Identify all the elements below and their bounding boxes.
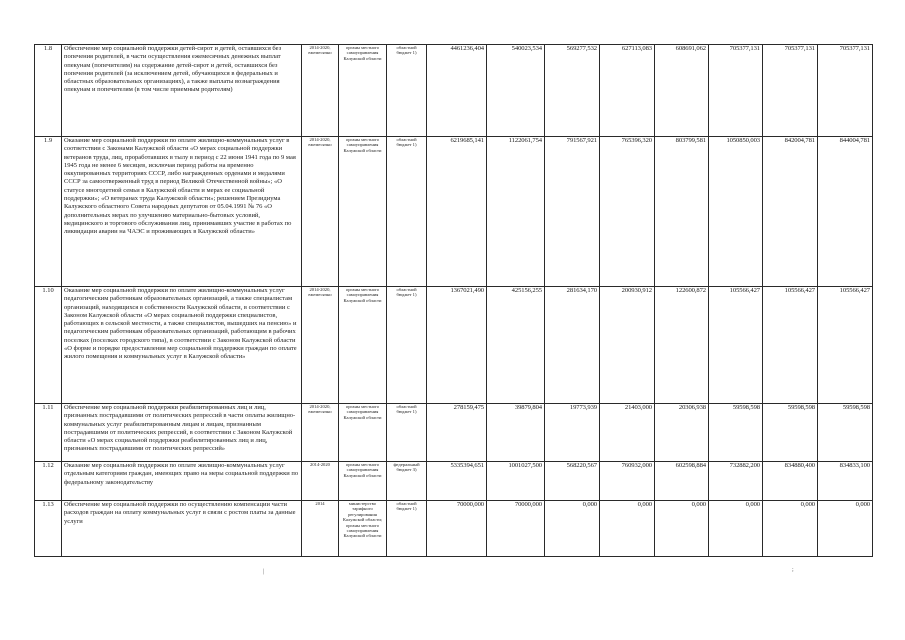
amount-cell: 0,000	[600, 501, 655, 557]
amount-cell: 1050850,003	[709, 137, 763, 287]
table-row	[35, 45, 873, 137]
page-mark: ;	[792, 567, 794, 573]
row-number: 1.12	[35, 462, 62, 501]
funding-source: областной бюджет 1)	[387, 45, 427, 137]
amount-cell: 39879,804	[487, 404, 545, 462]
amount-cell: 281634,170	[545, 287, 600, 404]
amount-cell: 540023,534	[487, 45, 545, 137]
measure-description: Обеспечение мер социальной поддержки реабилитированных лиц и лиц, признанных пострадавшими от политических репрессий в части оплаты жилищно-коммунальных услуг реабилитированным лицам и лицам, признанным пострадавшими от политических репрессий, в соответствии с Законом Калужской области «О мерах социальной поддержки реабилитированных лиц и лиц, признанных пострадавшими от политических репрессий»	[62, 404, 302, 462]
amount-cell: 425156,255	[487, 287, 545, 404]
table-row	[35, 404, 873, 462]
amount-cell: 4461236,404	[427, 45, 487, 137]
amount-cell: 59598,598	[818, 404, 873, 462]
amount-cell: 20306,938	[655, 404, 709, 462]
measure-description: Обеспечение мер социальной поддержки по осуществлению компенсации части расходов граждан на оплату коммунальных услуг в связи с ростом платы за данные услуги	[62, 501, 302, 557]
page-mark: |	[263, 569, 265, 575]
funding-source: областной бюджет 1)	[387, 501, 427, 557]
amount-cell: 122600,872	[655, 287, 709, 404]
implementation-period: 2014-2020, ежемесячно	[302, 45, 339, 137]
measure-description: Оказание мер социальной поддержки по оплате жилищно-коммунальных услуг отдельным категориям граждан, имеющих право на меры социальной поддержки по федеральному законодательству	[62, 462, 302, 501]
implementation-period: 2014-2020, ежемесячно	[302, 137, 339, 287]
amount-cell: 105566,427	[818, 287, 873, 404]
table-row	[35, 501, 873, 557]
amount-cell: 705377,131	[818, 45, 873, 137]
amount-cell: 0,000	[545, 501, 600, 557]
table-row	[35, 462, 873, 501]
amount-cell: 70000,000	[427, 501, 487, 557]
amount-cell: 834880,400	[763, 462, 818, 501]
amount-cell: 803799,581	[655, 137, 709, 287]
amount-cell: 608691,062	[655, 45, 709, 137]
amount-cell: 842004,781	[763, 137, 818, 287]
amount-cell: 1122061,754	[487, 137, 545, 287]
amount-cell: 705377,131	[763, 45, 818, 137]
amount-cell: 59598,598	[763, 404, 818, 462]
executor: органы местного самоуправления Калужской области	[339, 404, 387, 462]
funding-source: областной бюджет 1)	[387, 287, 427, 404]
amount-cell: 0,000	[818, 501, 873, 557]
amount-cell: 765396,320	[600, 137, 655, 287]
row-number: 1.13	[35, 501, 62, 557]
amount-cell: 1367021,490	[427, 287, 487, 404]
amount-cell: 6219685,141	[427, 137, 487, 287]
amount-cell: 19773,939	[545, 404, 600, 462]
amount-cell: 602598,884	[655, 462, 709, 501]
measure-description: Оказание мер социальной поддержки по оплате жилищно-коммунальных услуг педагогическим работникам образовательных организаций, а также специалистам организаций, находящихся в собственности Калужской области, в соответствии с Законом Калужской области «О мерах социальной поддержки специалистов, работающих в сельской местности, а также специалистов, вышедших на пенсию» и педагогическим работникам образовательных организаций, работающим в рабочих поселках (поселках городского типа), в соответствии с Законом Калужской области «О форме и порядке предоставления мер социальной поддержки граждан по оплате жилого помещения и коммунальных услуг в Калужской области»	[62, 287, 302, 404]
amount-cell: 278159,475	[427, 404, 487, 462]
funding-source: областной бюджет 1)	[387, 404, 427, 462]
amount-cell: 200930,912	[600, 287, 655, 404]
amount-cell: 0,000	[655, 501, 709, 557]
table-row	[35, 287, 873, 404]
amount-cell: 0,000	[709, 501, 763, 557]
amount-cell: 5335394,651	[427, 462, 487, 501]
row-number: 1.8	[35, 45, 62, 137]
amount-cell: 834833,100	[818, 462, 873, 501]
funding-source: федеральный бюджет 3)	[387, 462, 427, 501]
amount-cell: 105566,427	[763, 287, 818, 404]
implementation-period: 2014	[302, 501, 339, 557]
measure-description: Оказание мер социальной поддержки по оплате жилищно-коммунальных услуг в соответствии с Законами Калужской области «О мерах социальной поддержки ветеранов труда, лиц, проработавших в тылу в период с 22 июня 1941 года по 9 мая 1945 года не менее 6 месяцев, исключая период работы на временно оккупированных территориях СССР, либо награжденных орденами и медалями СССР за самоотверженный труд в период Великой Отечественной войны»; «О статусе многодетной семьи в Калужской области и мерах ее социальной поддержки»; «О ветеранах труда Калужской области»; решением Президиума Калужского областного Совета народных депутатов от 05.04.1991 № 76 «О дополнительных мерах по улучшению материально-бытовых условий, медицинского и торгового обслуживания лиц, принимавших участие в работах по ликвидации аварии на ЧАЭС и проживающих в Калужской области»	[62, 137, 302, 287]
implementation-period: 2014-2020, ежемесячно	[302, 287, 339, 404]
amount-cell: 791567,921	[545, 137, 600, 287]
amount-cell: 0,000	[763, 501, 818, 557]
amount-cell: 569277,532	[545, 45, 600, 137]
amount-cell: 844004,781	[818, 137, 873, 287]
executor: органы местного самоуправления Калужской области	[339, 287, 387, 404]
executor: министерство тарифного регулирования Калужской области; органы местного самоуправления Калужской области	[339, 501, 387, 557]
measures-table	[34, 44, 873, 557]
amount-cell: 568220,567	[545, 462, 600, 501]
measure-description: Обеспечение мер социальной поддержки детей-сирот и детей, оставшихся без попечения родителей, в части осуществления ежемесячных денежных выплат опекунам (попечителям) на содержание детей-сирот и детей, оставшихся без попечения родителей (за исключением детей, обучающихся в федеральных и областных образовательных организациях), а также выплаты вознаграждения опекунам и попечителям (в том числе приемным родителям)	[62, 45, 302, 137]
table-row	[35, 137, 873, 287]
amount-cell: 732882,200	[709, 462, 763, 501]
executor: органы местного самоуправления Калужской области	[339, 462, 387, 501]
amount-cell: 1001027,500	[487, 462, 545, 501]
amount-cell: 59598,598	[709, 404, 763, 462]
executor: органы местного самоуправления Калужской области	[339, 137, 387, 287]
amount-cell: 627113,083	[600, 45, 655, 137]
amount-cell: 21403,000	[600, 404, 655, 462]
implementation-period: 2014-2020	[302, 462, 339, 501]
funding-source: областной бюджет 1)	[387, 137, 427, 287]
row-number: 1.11	[35, 404, 62, 462]
amount-cell: 105566,427	[709, 287, 763, 404]
executor: органы местного самоуправления Калужской области	[339, 45, 387, 137]
amount-cell: 70000,000	[487, 501, 545, 557]
implementation-period: 2014-2020, ежемесячно	[302, 404, 339, 462]
row-number: 1.9	[35, 137, 62, 287]
amount-cell: 760932,000	[600, 462, 655, 501]
amount-cell: 705377,131	[709, 45, 763, 137]
row-number: 1.10	[35, 287, 62, 404]
measures-table-body	[35, 45, 873, 557]
